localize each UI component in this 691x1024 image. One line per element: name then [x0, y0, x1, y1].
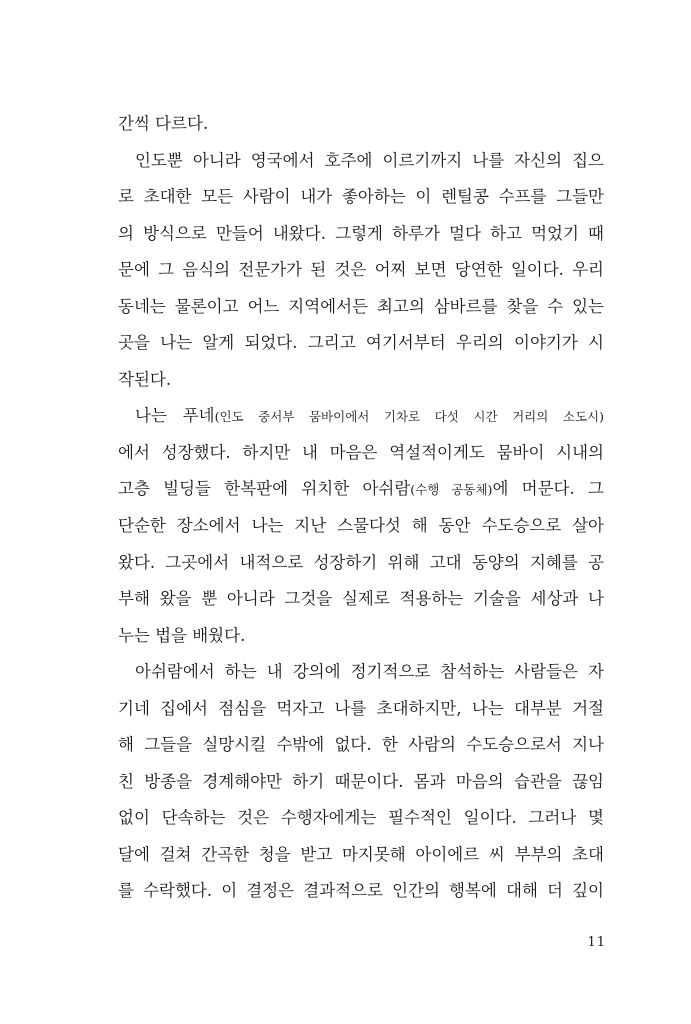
text-line: 단순한 장소에서 나는 지난 스물다섯 해 동안 수도승으로 살아: [118, 516, 604, 536]
text-line: 누는 법을 배웠다.: [118, 625, 246, 645]
text-line: [118, 471, 604, 508]
text-line: 작된다.: [118, 369, 172, 389]
text-line: 간씩 다르다.: [118, 114, 209, 133]
text-line: 없이 단속하는 것은 수행자에게는 필수적인 일이다. 그러나 몇: [118, 808, 604, 828]
paragraph-first-line: 아쉬람에서 하는 내 강의에 정기적으로 참석하는 사람들은 자: [135, 662, 604, 682]
footnote-annotation: (인도 중서부 뭄바이에서 기차로 다섯 시간 거리의 소도시): [214, 409, 604, 425]
text-line: 왔다. 그곳에서 내적으로 성장하기 위해 고대 동양의 지혜를 공: [118, 552, 604, 572]
text-line: 달에 걸쳐 간곡한 청을 받고 마지못해 아이에르 씨 부부의 초대: [118, 844, 604, 864]
text-line: 를 수락했다. 이 결정은 결과적으로 인간의 행복에 대해 더 깊이: [118, 881, 604, 901]
text-line: 부해 왔을 뿐 아니라 그것을 실제로 적용하는 기술을 세상과 나: [118, 589, 604, 609]
text-line: 해 그들을 실망시킬 수밖에 없다. 한 사람의 수도승으로서 지나: [118, 735, 604, 755]
text-fragment: 나는 푸네: [135, 406, 215, 426]
footnote-annotation: (수행 공동체): [410, 482, 493, 498]
text-line: 기네 집에서 점심을 먹자고 나를 초대하지만, 나는 대부분 거절: [118, 698, 604, 718]
paragraph-first-line: [118, 398, 604, 435]
text-line: 친 방종을 경계해야만 하기 때문이다. 몸과 마음의 습관을 끊임: [118, 771, 604, 791]
text-line: 에서 성장했다. 하지만 내 마음은 역설적이게도 뭄바이 시내의: [118, 442, 604, 462]
text-fragment: 고층 빌딩들 한복판에 위치한 아쉬람: [118, 479, 411, 499]
text-fragment: 에 머문다. 그: [492, 479, 604, 499]
text-line: 문에 그 음식의 전문가가 된 것은 어찌 보면 당연한 일이다. 우리: [118, 260, 604, 280]
text-line: 곳을 나는 알게 되었다. 그리고 여기서부터 우리의 이야기가 시: [118, 333, 604, 353]
body-text: [118, 106, 604, 910]
text-line: 로 초대한 모든 사람이 내가 좋아하는 이 렌틸콩 수프를 그들만: [118, 187, 604, 207]
text-line: 의 방식으로 만들어 내왔다. 그렇게 하루가 멀다 하고 먹었기 때: [118, 223, 604, 243]
paragraph-first-line: 인도뿐 아니라 영국에서 호주에 이르기까지 나를 자신의 집으: [135, 150, 604, 170]
text-line: 동네는 물론이고 어느 지역에서든 최고의 삼바르를 찾을 수 있는: [118, 296, 604, 316]
page-number: 11: [587, 935, 606, 950]
